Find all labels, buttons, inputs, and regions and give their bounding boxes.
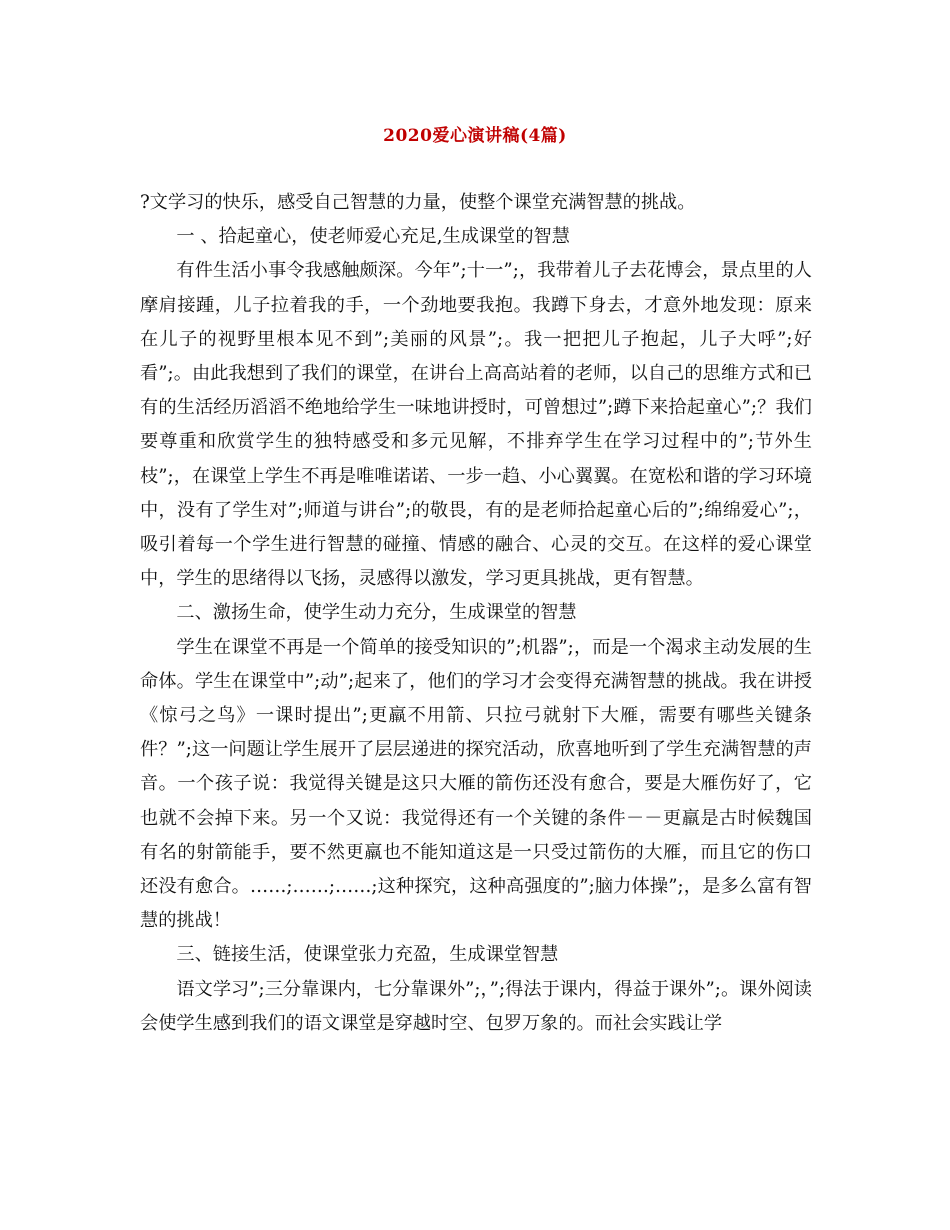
paragraph-section-3: 语文学习”;三分靠课内，七分靠课外”;，”;得法于课内，得益于课外”;。课外阅读会使学生感到我们的语文课堂是穿越时空、包罗万象的。而社会实践让学: [140, 978, 812, 1034]
section-heading-3: 三、链接生活，使课堂张力充盈，生成课堂智慧: [176, 944, 559, 966]
paragraph-continued-intro: ?文学习的快乐，感受自己智慧的力量，使整个课堂充满智慧的挑战。: [140, 192, 696, 213]
document-title: 2020爱心演讲稿(4篇): [383, 126, 567, 146]
paragraph-section-1: 有件生活小事令我感触颇深。今年”;十一”;，我带着儿子去花博会，景点里的人摩肩接踵，儿子拉着我的手，一个劲地要我抱。我蹲下身去，才意外地发现：原来在儿子的视野里根本见不到”;美丽的风景”;。我一把把儿子抱起，儿子大呼”;好看”;。由此我想到了我们的课堂，在讲台上高高站着的老师，以自己的思维方式和已有的生活经历滔滔不绝地给学生一味地讲授时，可曾想过”;蹲下来拾起童心”;？我们要尊重和欣赏学生的独特感受和多元见解，不排弃学生在学习过程中的”;节外生枝”;，在课堂上学生不再是唯唯诺诺、一步一趋、小心翼翼。在宽松和谐的学习环境中，没有了学生对”;师道与讲台”;的敬畏，有的是老师拾起童心后的”;绵绵爱心”;，吸引着每一个学生进行智慧的碰撞、情感的融合、心灵的交互。在这样的爱心课堂中，学生的思绪得以飞扬，灵感得以激发，学习更具挑战，更有智慧。: [140, 260, 812, 590]
section-heading-1: 一 、拾起童心，使老师爱心充足,生成课堂的智慧: [176, 226, 570, 248]
document-body: [140, 186, 812, 1041]
section-heading-2: 二、激扬生命，使学生动力充分，生成课堂的智慧: [176, 602, 577, 624]
paragraph-section-2: 学生在课堂不再是一个简单的接受知识的”;机器”;，而是一个渴求主动发展的生命体。学生在课堂中”;动”;起来了，他们的学习才会变得充满智慧的挑战。我在讲授《惊弓之鸟》一课时提出”;更羸不用箭、只拉弓就射下大雁，需要有哪些关键条件？”;这一问题让学生展开了层层递进的探究活动，欣喜地听到了学生充满智慧的声音。一个孩子说：我觉得关键是这只大雁的箭伤还没有愈合，要是大雁伤好了，它也就不会掉下来。另一个又说：我觉得还有一个关键的条件－－更羸是古时候魏国有名的射箭能手，要不然更羸也不能知道这是一只受过箭伤的大雁，而且它的伤口还没有愈合。……;……;……;这种探究，这种高强度的”;脑力体操”;，是多么富有智慧的挑战！: [140, 636, 812, 932]
